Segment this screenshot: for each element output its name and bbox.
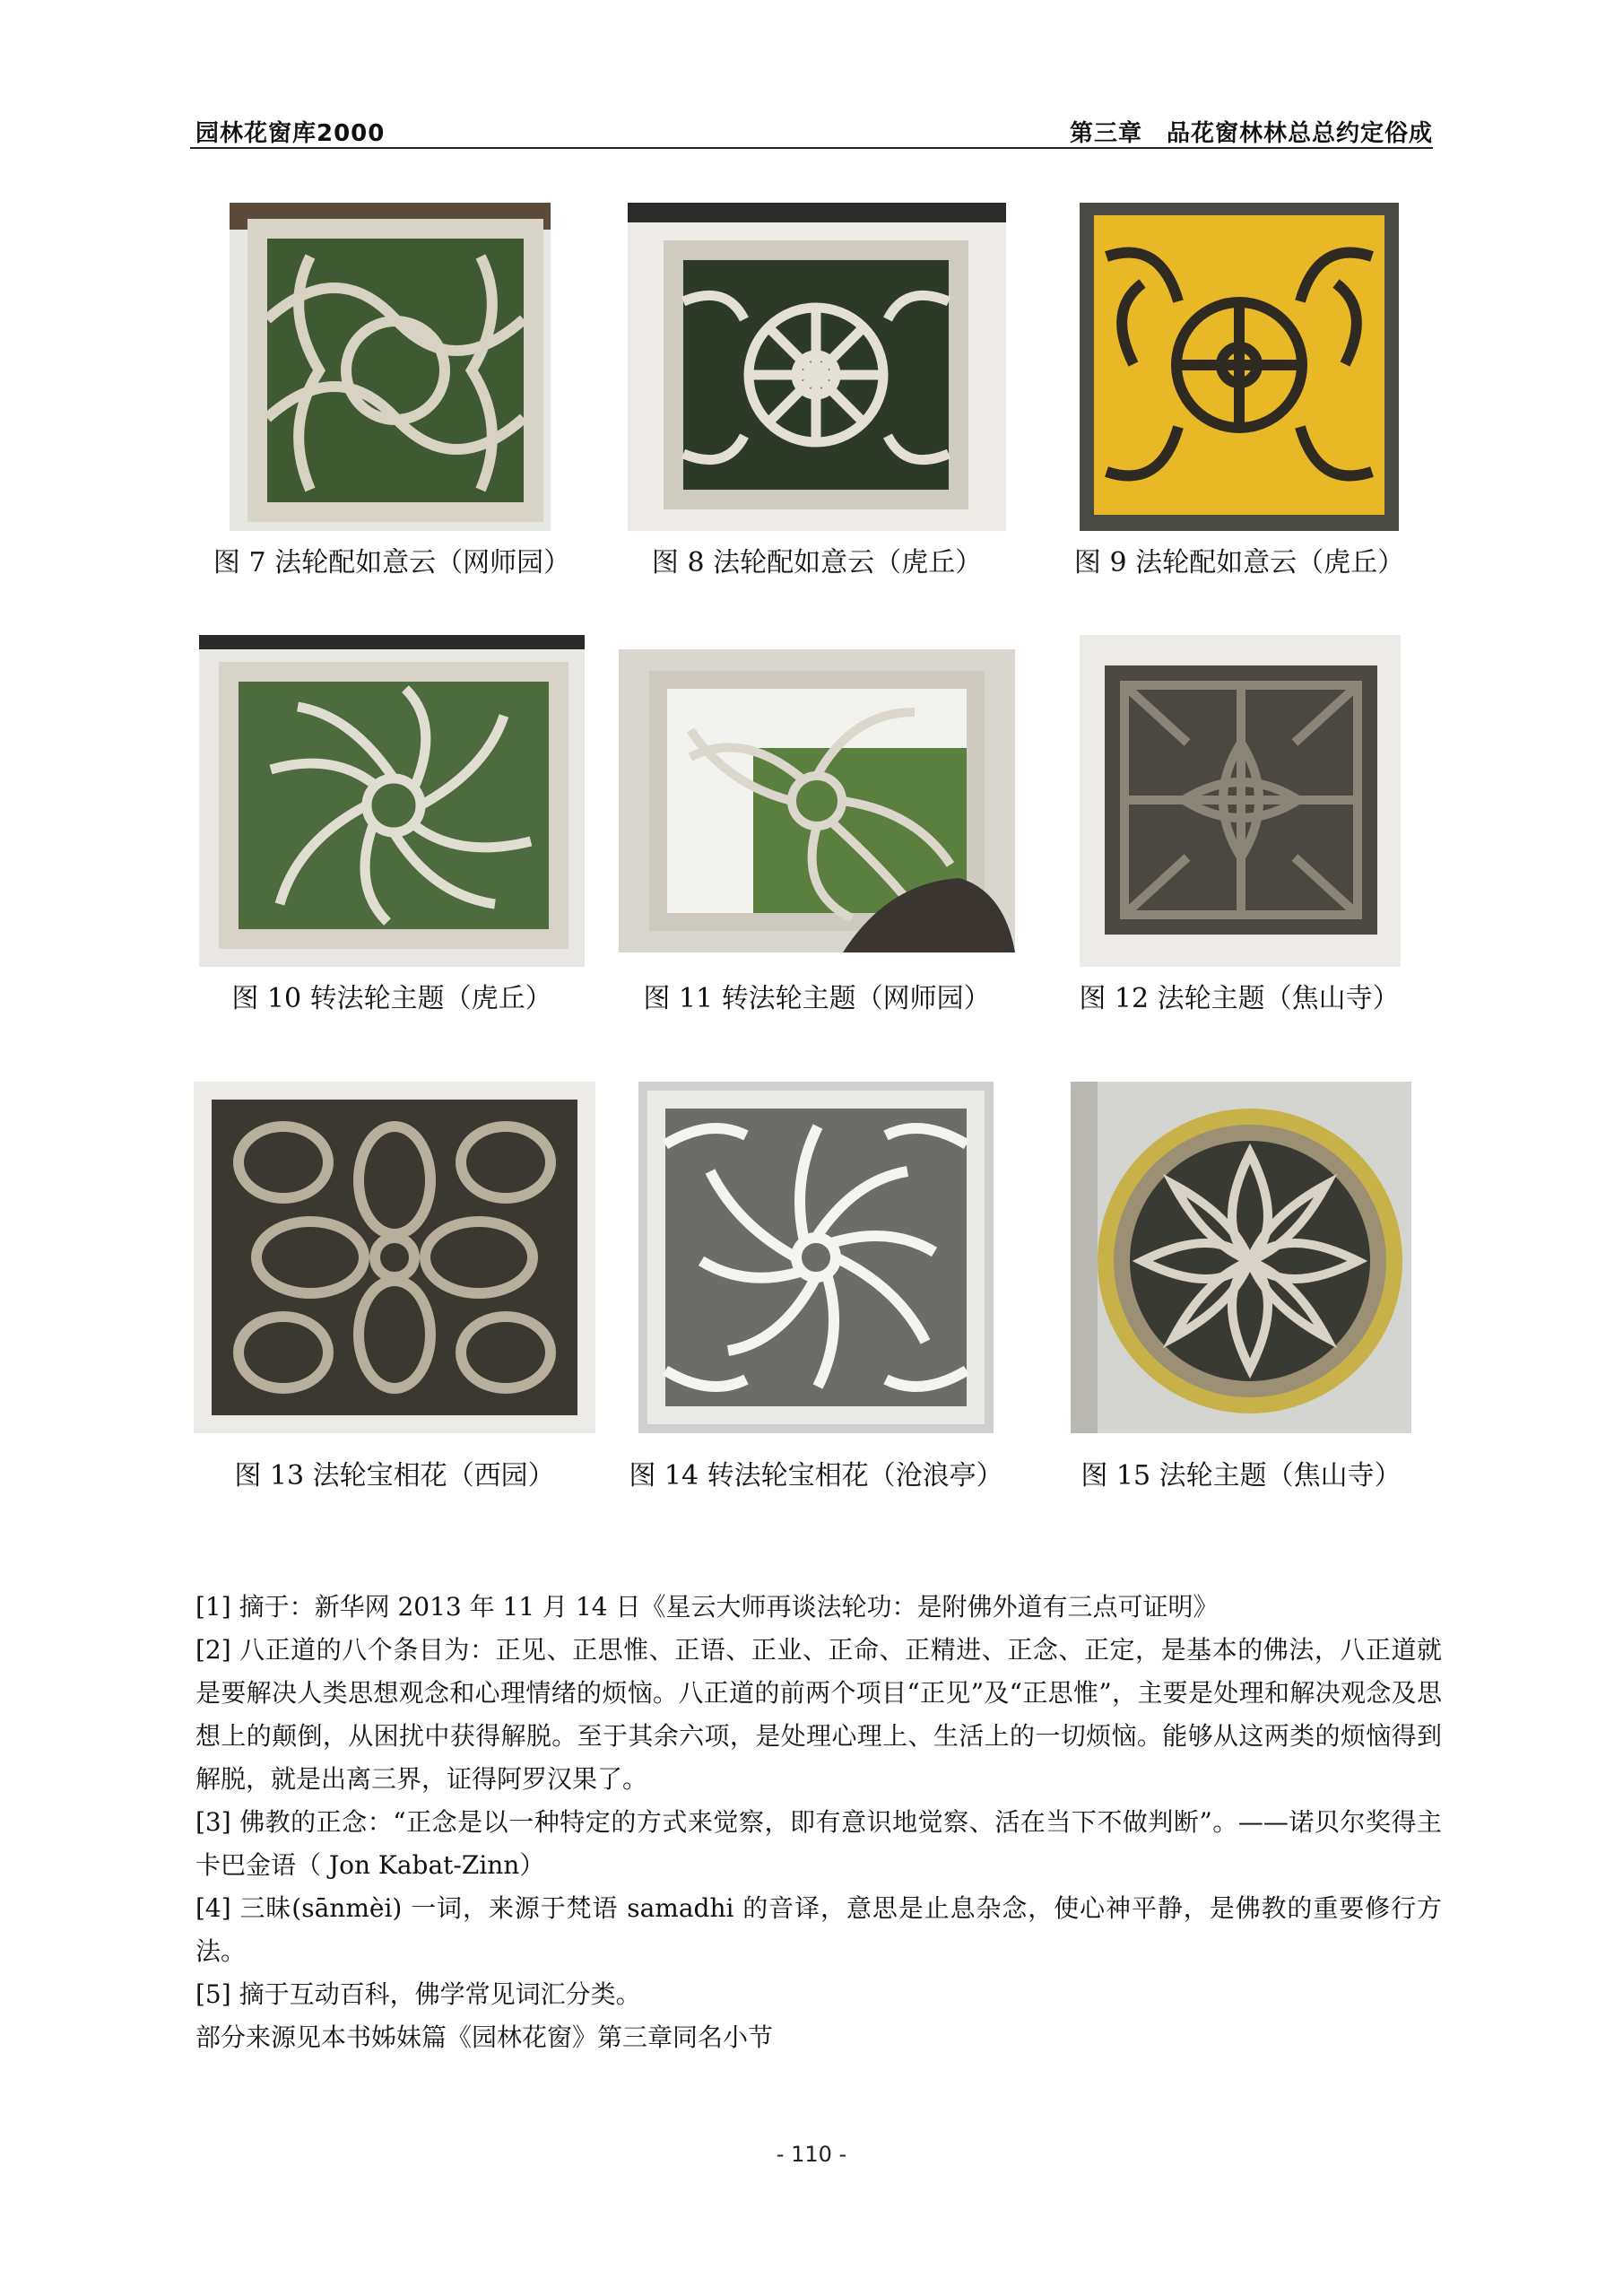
figure-8-photo — [628, 203, 1006, 531]
figure-11-photo — [619, 649, 1015, 952]
figure-8-caption: 图 8 法轮配如意云（虎丘） — [651, 547, 983, 578]
footnote-5: [5] 摘于互动百科，佛学常见词汇分类。 — [195, 1979, 641, 2009]
figure-7-photo — [230, 203, 551, 531]
figure-9-photo — [1080, 203, 1399, 531]
header-chapter-title: 第三章 品花窗林林总总约定俗成 — [1069, 120, 1433, 147]
figure-11-caption: 图 11 转法轮主题（网师园） — [643, 983, 991, 1014]
figure-15-photo — [1071, 1082, 1411, 1433]
figure-13-caption: 图 13 法轮宝相花（西园） — [234, 1460, 555, 1492]
page-number: - 110 - — [776, 2142, 847, 2167]
footnotes — [195, 1586, 1442, 2059]
header-book-title: 园林花窗库2000 — [195, 120, 386, 147]
footnote-1: [1] 摘于：新华网 2013 年 11 月 14 日《星云大师再谈法轮功：是附佛外道有三点可证明》 — [195, 1592, 1219, 1622]
figure-12-caption: 图 12 法轮主题（焦山寺） — [1079, 983, 1400, 1014]
footnote-3: [3] 佛教的正念：“正念是以一种特定的方式来觉察，即有意识地觉察、活在当下不做判断”。——诺贝尔奖得主卡巴金语（ Jon Kabat-Zinn） — [195, 1807, 1442, 1880]
figure-15-caption: 图 15 法轮主题（焦山寺） — [1081, 1460, 1402, 1492]
footnote-4: [4] 三昧(sānmèi) 一词，来源于梵语 samadhi 的音译，意思是止息杂念，使心神平静，是佛教的重要修行方法。 — [195, 1893, 1442, 1966]
figure-13-photo — [194, 1082, 595, 1433]
footnote-2: [2] 八正道的八个条目为：正见、正思惟、正语、正业、正命、正精进、正念、正定，是基本的佛法，八正道就是要解决人类思想观念和心理情绪的烦恼。八正道的前两个项目“正见”及“正思惟”，主要是处理和解决观念及思想上的颠倒，从困扰中获得解脱。至于其余六项，是处理心理上、生活上的一切烦恼。能够从这两类的烦恼得到解脱，就是出离三界，证得阿罗汉果了。 — [195, 1635, 1442, 1794]
figure-10-caption: 图 10 转法轮主题（虎丘） — [231, 983, 552, 1014]
figure-14-caption: 图 14 转法轮宝相花（沧浪亭） — [629, 1460, 1003, 1492]
figure-12-photo — [1080, 635, 1401, 967]
source-note: 部分来源见本书姊妹篇《园林花窗》第三章同名小节 — [195, 2022, 774, 2052]
figure-7-caption: 图 7 法轮配如意云（网师园） — [213, 547, 571, 578]
figure-14-photo — [638, 1082, 994, 1433]
figure-9-caption: 图 9 法轮配如意云（虎丘） — [1073, 547, 1405, 578]
header-divider — [190, 147, 1433, 149]
figure-10-photo — [199, 635, 585, 967]
